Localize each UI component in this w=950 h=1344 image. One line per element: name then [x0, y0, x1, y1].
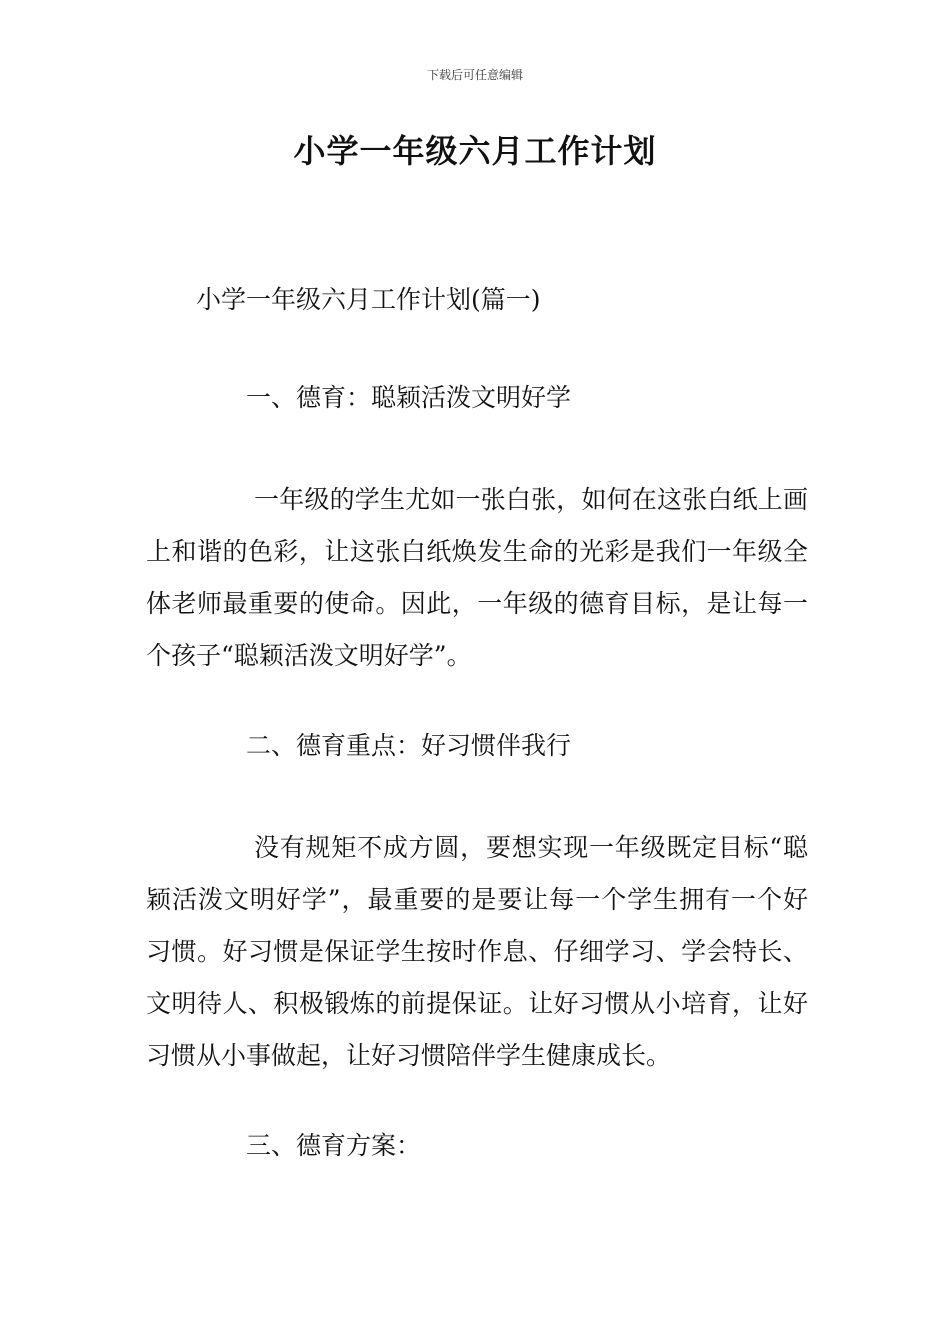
header-note: 下载后可任意编辑 — [426, 68, 523, 82]
section-heading-1: 一、德育：聪颖活泼文明好学 — [246, 383, 572, 412]
section-heading-3: 三、德育方案： — [246, 1131, 422, 1160]
section-heading-2: 二、德育重点：好习惯伴我行 — [246, 731, 572, 760]
document-subtitle: 小学一年级六月工作计划(篇一) — [196, 285, 541, 314]
section-paragraph-1: 一年级的学生尤如一张白张，如何在这张白纸上画上和谐的色彩，让这张白纸焕发生命的光彩是我们一年级全体老师最重要的使命。因此，一年级的德育目标，是让每一个孩子“聪颖活泼文明好学”。 — [146, 485, 808, 670]
section-paragraph-2: 没有规矩不成方圆，要想实现一年级既定目标“聪颖活泼文明好学”，最重要的是要让每一个学生拥有一个好习惯。好习惯是保证学生按时作息、仔细学习、学会特长、文明待人、积极锻炼的前提保证。让好习惯从小培育，让好习惯从小事做起，让好习惯陪伴学生健康成长。 — [146, 833, 808, 1070]
document-title: 小学一年级六月工作计划 — [293, 132, 657, 170]
